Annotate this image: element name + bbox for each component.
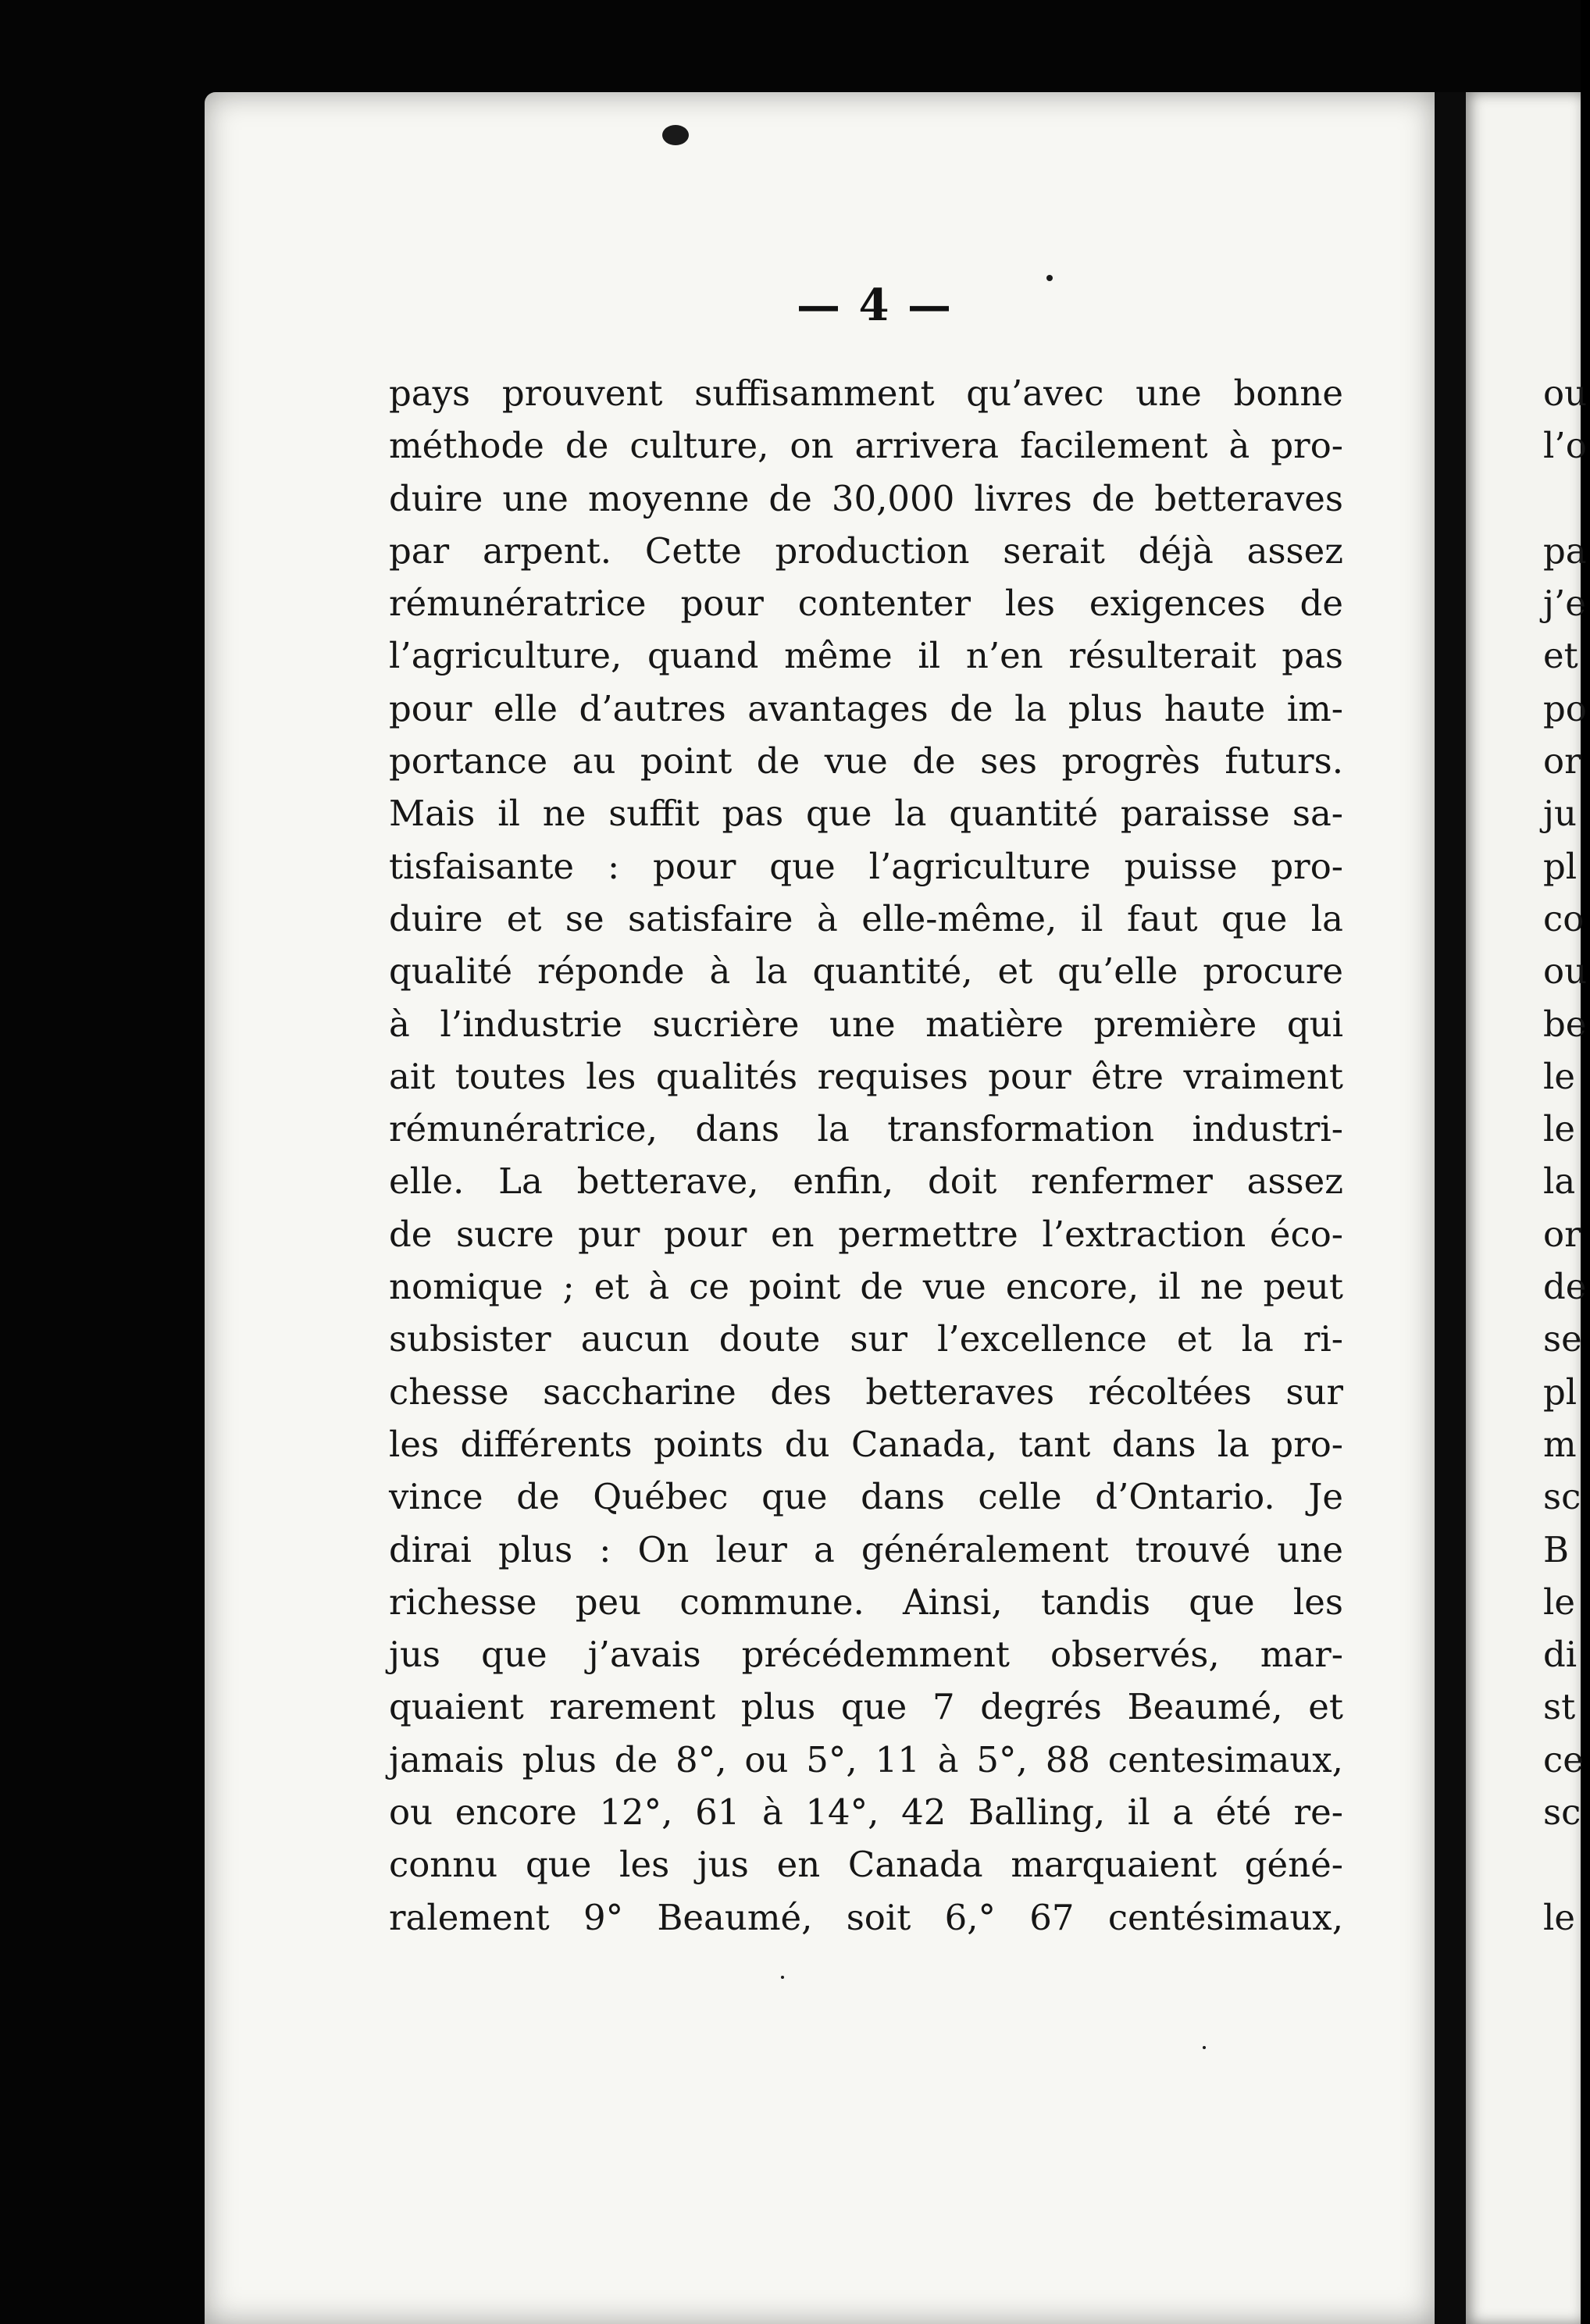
adjacent-line-fragment: be xyxy=(1543,1003,1587,1045)
adjacent-line-fragment: ce xyxy=(1543,1738,1584,1780)
adjacent-line-fragment: co xyxy=(1543,897,1585,939)
body-text xyxy=(389,367,1343,1944)
adjacent-line-fragment: pa xyxy=(1543,529,1587,572)
text-line: tisfaisante : pour que l’agriculture puisse pro- xyxy=(389,845,1343,887)
text-line: rémunératrice pour contenter les exigences de xyxy=(389,583,1343,625)
adjacent-line-fragment: pl xyxy=(1543,845,1578,887)
scan-speck xyxy=(1203,2046,1206,2049)
adjacent-line-fragment: le xyxy=(1543,1108,1576,1150)
text-line: ait toutes les qualités requises pour être vraiment xyxy=(389,1055,1343,1097)
text-line: elle. La betterave, enfin, doit renfermer assez xyxy=(389,1160,1343,1203)
adjacent-line-fragment: le xyxy=(1543,1055,1576,1097)
text-line: quaient rarement plus que 7 degrés Beaumé, et xyxy=(389,1686,1343,1728)
text-line: vince de Québec que dans celle d’Ontario. Je xyxy=(389,1476,1343,1518)
adjacent-line-fragment: et xyxy=(1543,635,1578,677)
adjacent-line-fragment: l’o xyxy=(1543,425,1587,467)
adjacent-line-fragment: or xyxy=(1543,1213,1581,1255)
text-line: ralement 9° Beaumé, soit 6,° 67 centésimaux, xyxy=(389,1896,1343,1938)
text-line: connu que les jus en Canada marquaient géné- xyxy=(389,1844,1343,1886)
text-line: jamais plus de 8°, ou 5°, 11 à 5°, 88 centesimaux, xyxy=(389,1738,1343,1780)
text-line: méthode de culture, on arrivera facilement à pro- xyxy=(389,425,1343,467)
text-line: les différents points du Canada, tant dans la pro- xyxy=(389,1423,1343,1465)
scan-speck xyxy=(1046,275,1053,281)
text-line: Mais il ne suffit pas que la quantité paraisse sa- xyxy=(389,793,1343,835)
adjacent-line-fragment: st xyxy=(1543,1686,1576,1728)
text-line: pays prouvent suffisamment qu’avec une bonne xyxy=(389,372,1343,414)
scan-speck xyxy=(662,125,689,145)
text-line: rémunératrice, dans la transformation industri- xyxy=(389,1108,1343,1150)
text-line: à l’industrie sucrière une matière première qui xyxy=(389,1003,1343,1045)
text-line: chesse saccharine des betteraves récoltées sur xyxy=(389,1371,1343,1413)
text-line: portance au point de vue de ses progrès futurs. xyxy=(389,740,1343,782)
scan-speck xyxy=(781,1976,784,1979)
text-line: jus que j’avais précédemment observés, mar- xyxy=(389,1634,1343,1676)
page-number: — 4 — xyxy=(797,280,953,331)
text-line: pour elle d’autres avantages de la plus haute im- xyxy=(389,687,1343,729)
text-line: de sucre pur pour en permettre l’extraction éco- xyxy=(389,1213,1343,1255)
text-line: nomique ; et à ce point de vue encore, il ne peut xyxy=(389,1266,1343,1308)
adjacent-line-fragment: ou xyxy=(1543,950,1588,993)
adjacent-page-text xyxy=(1543,367,1590,1944)
adjacent-line-fragment: la xyxy=(1543,1160,1576,1203)
adjacent-line-fragment: sc xyxy=(1543,1791,1581,1834)
text-line: l’agriculture, quand même il n’en résulterait pas xyxy=(389,635,1343,677)
adjacent-line-fragment: di xyxy=(1543,1634,1578,1676)
text-line: richesse peu commune. Ainsi, tandis que les xyxy=(389,1581,1343,1623)
adjacent-line-fragment: ju xyxy=(1543,793,1577,835)
adjacent-line-fragment: le xyxy=(1543,1581,1576,1623)
adjacent-line-fragment: pl xyxy=(1543,1371,1578,1413)
adjacent-line-fragment: B xyxy=(1543,1528,1570,1570)
adjacent-line-fragment: sc xyxy=(1543,1476,1581,1518)
adjacent-line-fragment: le xyxy=(1543,1896,1576,1938)
text-line: duire une moyenne de 30,000 livres de betteraves xyxy=(389,477,1343,519)
text-line: par arpent. Cette production serait déjà assez xyxy=(389,529,1343,572)
adjacent-line-fragment xyxy=(1543,472,1590,525)
text-line: ou encore 12°, 61 à 14°, 42 Balling, il a été re- xyxy=(389,1791,1343,1834)
adjacent-line-fragment: m xyxy=(1543,1423,1577,1465)
text-line: duire et se satisfaire à elle-même, il faut que la xyxy=(389,897,1343,939)
text-line: qualité réponde à la quantité, et qu’elle procure xyxy=(389,950,1343,993)
adjacent-line-fragment: po xyxy=(1543,687,1587,729)
adjacent-line-fragment: or xyxy=(1543,740,1581,782)
text-line: subsister aucun doute sur l’excellence et la ri- xyxy=(389,1318,1343,1360)
adjacent-line-fragment xyxy=(1543,1838,1590,1891)
adjacent-line-fragment: j’e xyxy=(1543,583,1586,625)
book-spine xyxy=(1435,92,1466,2324)
text-line: dirai plus : On leur a généralement trouvé une xyxy=(389,1528,1343,1570)
adjacent-line-fragment: ou xyxy=(1543,372,1588,414)
adjacent-line-fragment: se xyxy=(1543,1318,1582,1360)
adjacent-line-fragment: de xyxy=(1543,1266,1587,1308)
